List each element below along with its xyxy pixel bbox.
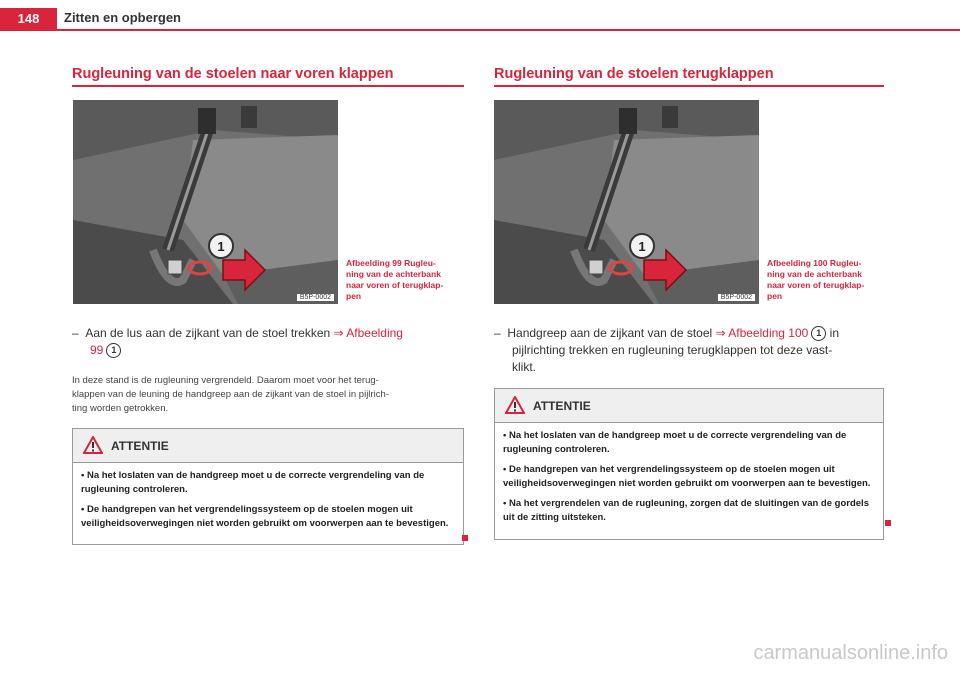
right-warning-box	[494, 388, 884, 540]
warning-item: • Na het loslaten van de handgreep moet u de correcte vergrendeling van de rugleuning controleren.	[81, 470, 425, 495]
section-end-marker	[462, 535, 468, 541]
right-section-title: Rugleuning van de stoelen terugklappen	[494, 66, 774, 82]
left-paragraph: In deze stand is de rugleuning vergrendeld. Daarom moet voor het terug- klappen van de leuning de handgreep aan de zijkant van de stoel in pijlrich- ting worden getrokken.	[72, 375, 389, 414]
left-step: – Aan de lus aan de zijkant van de stoel trekken ⇒ Afbeelding 99 1	[72, 326, 403, 357]
warning-triangle-icon	[83, 436, 103, 454]
figure-link[interactable]: ⇒ Afbeelding	[333, 326, 403, 340]
step-marker: 1	[106, 343, 121, 358]
figure-marker: 1	[217, 239, 225, 254]
photo-code: B5P-0002	[718, 294, 755, 301]
warning-item: • De handgrepen van het vergrendelingssysteem op de stoelen mogen uit veiligheidsoverwegingen niet worden gebruikt om voorwerpen aan te bevestigen.	[503, 464, 871, 489]
warning-item: • De handgrepen van het vergrendelingssysteem op de stoelen mogen uit veiligheidsoverwegingen niet worden gebruikt om voorwerpen aan te bevestigen.	[81, 504, 449, 529]
warning-label: ATTENTIE	[533, 399, 591, 413]
left-warning-box	[72, 428, 464, 545]
warning-item: • Na het vergrendelen van de rugleuning, zorgen dat de sluitingen van de gordels uit de zitting uitsteken.	[503, 498, 869, 523]
watermark: carmanualsonline.info	[753, 642, 948, 664]
header-rule	[0, 29, 960, 31]
warning-label: ATTENTIE	[111, 439, 169, 453]
right-step: – Handgreep aan de zijkant van de stoel ⇒ Afbeelding 100 1 in pijlrichting trekken en rugleuning terugklappen tot deze vast- klikt.	[494, 326, 839, 374]
figure-link[interactable]: ⇒ Afbeelding 100	[715, 326, 809, 340]
photo-code: B5P-0002	[297, 294, 334, 301]
figure-link-number[interactable]: 99	[90, 343, 104, 357]
warning-item: • Na het loslaten van de handgreep moet u de correcte vergrendeling van de rugleuning controleren.	[503, 430, 847, 455]
section-end-marker	[885, 520, 891, 526]
warning-triangle-icon	[505, 396, 525, 414]
chapter-title: Zitten en opbergen	[64, 10, 181, 25]
left-section-title: Rugleuning van de stoelen naar voren klappen	[72, 66, 394, 82]
right-figure-photo	[494, 100, 759, 304]
right-section-rule	[494, 85, 884, 87]
left-figure-photo	[73, 100, 338, 304]
step-marker: 1	[811, 326, 826, 341]
left-figure-caption: Afbeelding 99 Rugleu- ning van de achterbank naar voren of terugklap- pen	[346, 258, 444, 301]
page-number: 148	[0, 8, 57, 30]
figure-marker: 1	[638, 239, 646, 254]
left-section-rule	[72, 85, 464, 87]
right-figure-caption: Afbeelding 100 Rugleu- ning van de achterbank naar voren of terugklap- pen	[767, 258, 865, 301]
